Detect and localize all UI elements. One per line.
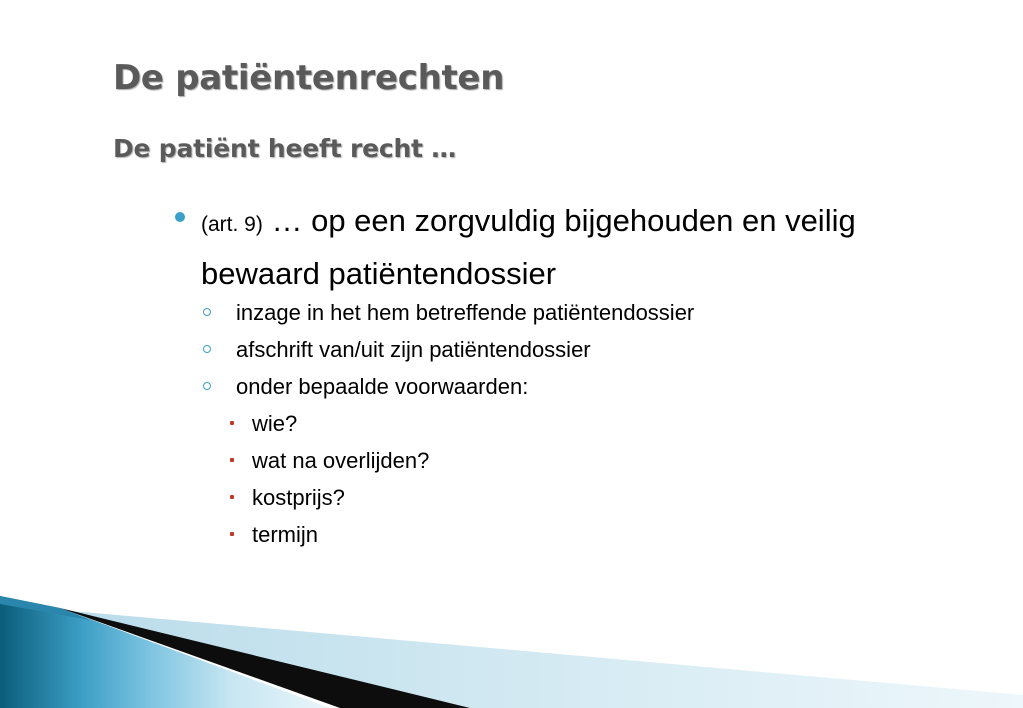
sub-bullet-item [172, 368, 932, 405]
sub-sub-bullet-item [172, 442, 932, 479]
sub-sub-bullet-item [172, 479, 932, 516]
bullet-list [172, 196, 932, 553]
sub-sub-bullet-label: termijn [252, 522, 319, 547]
ellipsis: … [262, 203, 312, 238]
sub-sub-bullet-label: wat na overlijden? [252, 448, 430, 473]
sub-bullet-item [172, 331, 932, 368]
sub-bullet-label: afschrift van/uit zijn patiëntendossier [236, 337, 591, 362]
sub-bullet-label: onder bepaalde voorwaarden: [236, 374, 529, 399]
round-bullet-icon [175, 212, 185, 222]
bullet-item-main [172, 196, 932, 298]
article-reference: (art. 9) [201, 213, 263, 236]
sub-sub-bullet-label: wie? [252, 411, 298, 436]
sub-bullet-item [172, 294, 932, 331]
sub-sub-bullet-item [172, 405, 932, 442]
decorative-swoosh [0, 560, 1023, 708]
square-bullet-icon [230, 495, 234, 499]
slide-title: De patiëntenrechten [113, 58, 505, 98]
sub-sub-bullet-item [172, 516, 932, 553]
ring-bullet-icon [203, 345, 211, 353]
slide-subtitle: De patiënt heeft recht … [113, 134, 457, 163]
ring-bullet-icon [203, 308, 211, 316]
sub-bullet-label: inzage in het hem betreffende patiëntendossier [236, 300, 695, 325]
square-bullet-icon [230, 421, 234, 425]
main-statement: op een zorgvuldig bijgehouden en veilig bewaard patiëntendossier [201, 203, 856, 291]
ring-bullet-icon [203, 382, 211, 390]
square-bullet-icon [230, 458, 234, 462]
sub-sub-bullet-label: kostprijs? [252, 485, 345, 510]
square-bullet-icon [230, 532, 234, 536]
